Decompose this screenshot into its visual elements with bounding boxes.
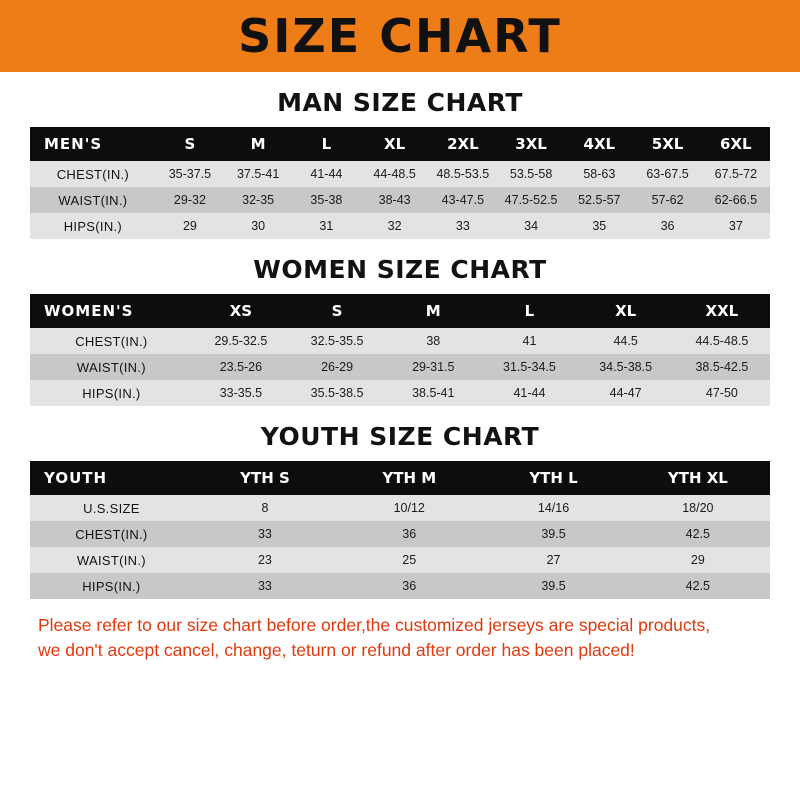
table-cell: 44-47 [609,386,642,400]
row-label: CHEST(IN.) [75,526,148,542]
table-cell: 25 [402,553,417,567]
table-cell: 27 [546,553,561,567]
table-cell: 39.5 [541,527,566,541]
column-header: YTH S [240,469,290,487]
table-cell: 18/20 [682,501,714,515]
table-cell: 33 [257,527,272,541]
table-cell: 42.5 [685,579,711,593]
table-cell: 37 [728,219,743,233]
table-cell: 41-44 [310,167,343,181]
table-cell: 44.5 [613,334,638,348]
table-row [30,521,770,547]
table-cell: 63-67.5 [646,167,689,181]
column-header: M [250,135,266,153]
table-cell: 47.5-52.5 [504,193,558,207]
table-cell: 14/16 [537,501,570,515]
table-cell: 42.5 [685,527,711,541]
table-cell: 34 [524,219,539,233]
footer-note-line-1: Please refer to our size chart before order,the customized jerseys are special products, [38,615,711,635]
column-header: YTH XL [667,469,728,487]
table-cell: 36 [402,579,417,593]
row-label: U.S.SIZE [83,500,140,516]
table-row [30,573,770,599]
column-header: L [321,135,332,153]
column-header: XL [615,302,637,320]
section-title-man: MAN SIZE CHART [277,88,523,117]
table-cell: 23 [257,553,272,567]
footer-note [22,613,778,664]
column-header: S [331,302,343,320]
table-wrap-women [22,294,778,406]
row-label: CHEST(IN.) [56,166,130,182]
column-header: XXL [705,302,739,320]
table-cell: 31 [319,219,334,233]
table-cell: 35.5-38.5 [310,386,364,400]
table-cell: 34.5-38.5 [599,360,653,374]
column-header: WOMEN'S [44,302,134,320]
section-title-youth: YOUTH SIZE CHART [260,422,540,451]
table-cell: 32-35 [242,193,275,207]
column-header: 3XL [515,135,547,153]
column-header: 4XL [583,135,616,153]
column-header: L [524,302,535,320]
column-header: M [425,302,441,320]
table-women [30,294,770,406]
page-title: SIZE CHART [238,9,562,63]
table-header-row [30,294,770,328]
table-cell: 44.5-48.5 [695,334,749,348]
table-cell: 33 [455,219,470,233]
column-header: S [184,135,196,153]
footer-note-line-2: we don't accept cancel, change, teturn or refund after order has been placed! [38,640,635,661]
table-cell: 44-48.5 [373,167,416,181]
table-cell: 29-31.5 [412,360,455,374]
column-header: XS [229,302,253,320]
table-cell: 29 [182,219,197,233]
row-label: HIPS(IN.) [82,385,141,401]
table-man [30,127,770,239]
row-label: CHEST(IN.) [75,333,148,349]
table-cell: 41-44 [513,386,546,400]
row-label: HIPS(IN.) [82,578,141,594]
table-cell: 47-50 [705,386,738,400]
column-header: 6XL [720,135,752,153]
table-header-row [30,127,770,161]
table-cell: 32.5-35.5 [310,334,364,348]
table-cell: 62-66.5 [714,193,758,207]
table-cell: 10/12 [393,501,425,515]
table-cell: 41 [522,334,537,348]
section-youth [22,422,778,599]
table-cell: 39.5 [541,579,566,593]
table-cell: 38-43 [378,193,411,207]
table-cell: 26-29 [321,360,354,374]
column-header: MEN'S [44,135,103,153]
table-wrap-youth [22,461,778,599]
table-row [30,495,770,521]
table-cell: 43-47.5 [441,193,485,207]
table-cell: 52.5-57 [578,193,621,207]
table-cell: 29-32 [173,193,206,207]
table-youth [30,461,770,599]
table-cell: 23.5-26 [219,360,263,374]
table-cell: 38.5-41 [412,386,455,400]
section-women [22,255,778,406]
row-label: WAIST(IN.) [58,192,128,208]
table-cell: 29 [690,553,705,567]
table-cell: 33 [257,579,272,593]
table-cell: 36 [660,219,675,233]
table-cell: 31.5-34.5 [503,360,556,374]
table-cell: 67.5-72 [714,167,758,181]
table-cell: 29.5-32.5 [214,334,268,348]
table-header-row [30,461,770,495]
table-cell: 35 [592,219,607,233]
column-header: YTH L [529,469,578,487]
table-row [30,328,770,354]
table-row [30,380,770,406]
table-row [30,187,770,213]
table-cell: 35-37.5 [168,167,212,181]
column-header: YTH M [382,469,437,487]
column-header: XL [384,135,406,153]
column-header: 2XL [447,135,479,153]
section-title-women: WOMEN SIZE CHART [253,255,547,284]
table-cell: 30 [251,219,266,233]
section-man [22,88,778,239]
table-cell: 32 [387,219,402,233]
table-cell: 53.5-58 [509,167,553,181]
column-header: 5XL [651,135,684,153]
table-row [30,213,770,239]
table-cell: 8 [261,501,269,515]
table-cell: 38.5-42.5 [695,360,749,374]
table-row [30,161,770,187]
page-banner [0,0,800,72]
table-cell: 57-62 [651,193,684,207]
table-cell: 35-38 [310,193,343,207]
row-label: HIPS(IN.) [63,218,123,234]
table-row [30,354,770,380]
table-cell: 36 [402,527,417,541]
row-label: WAIST(IN.) [76,359,146,375]
table-cell: 58-63 [583,167,616,181]
table-row [30,547,770,573]
row-label: WAIST(IN.) [76,552,146,568]
chart-content [0,88,800,664]
table-wrap-man [22,127,778,239]
table-cell: 33-35.5 [219,386,263,400]
table-cell: 48.5-53.5 [436,167,490,181]
table-cell: 37.5-41 [236,167,280,181]
table-cell: 38 [426,334,441,348]
column-header: YOUTH [44,469,108,487]
